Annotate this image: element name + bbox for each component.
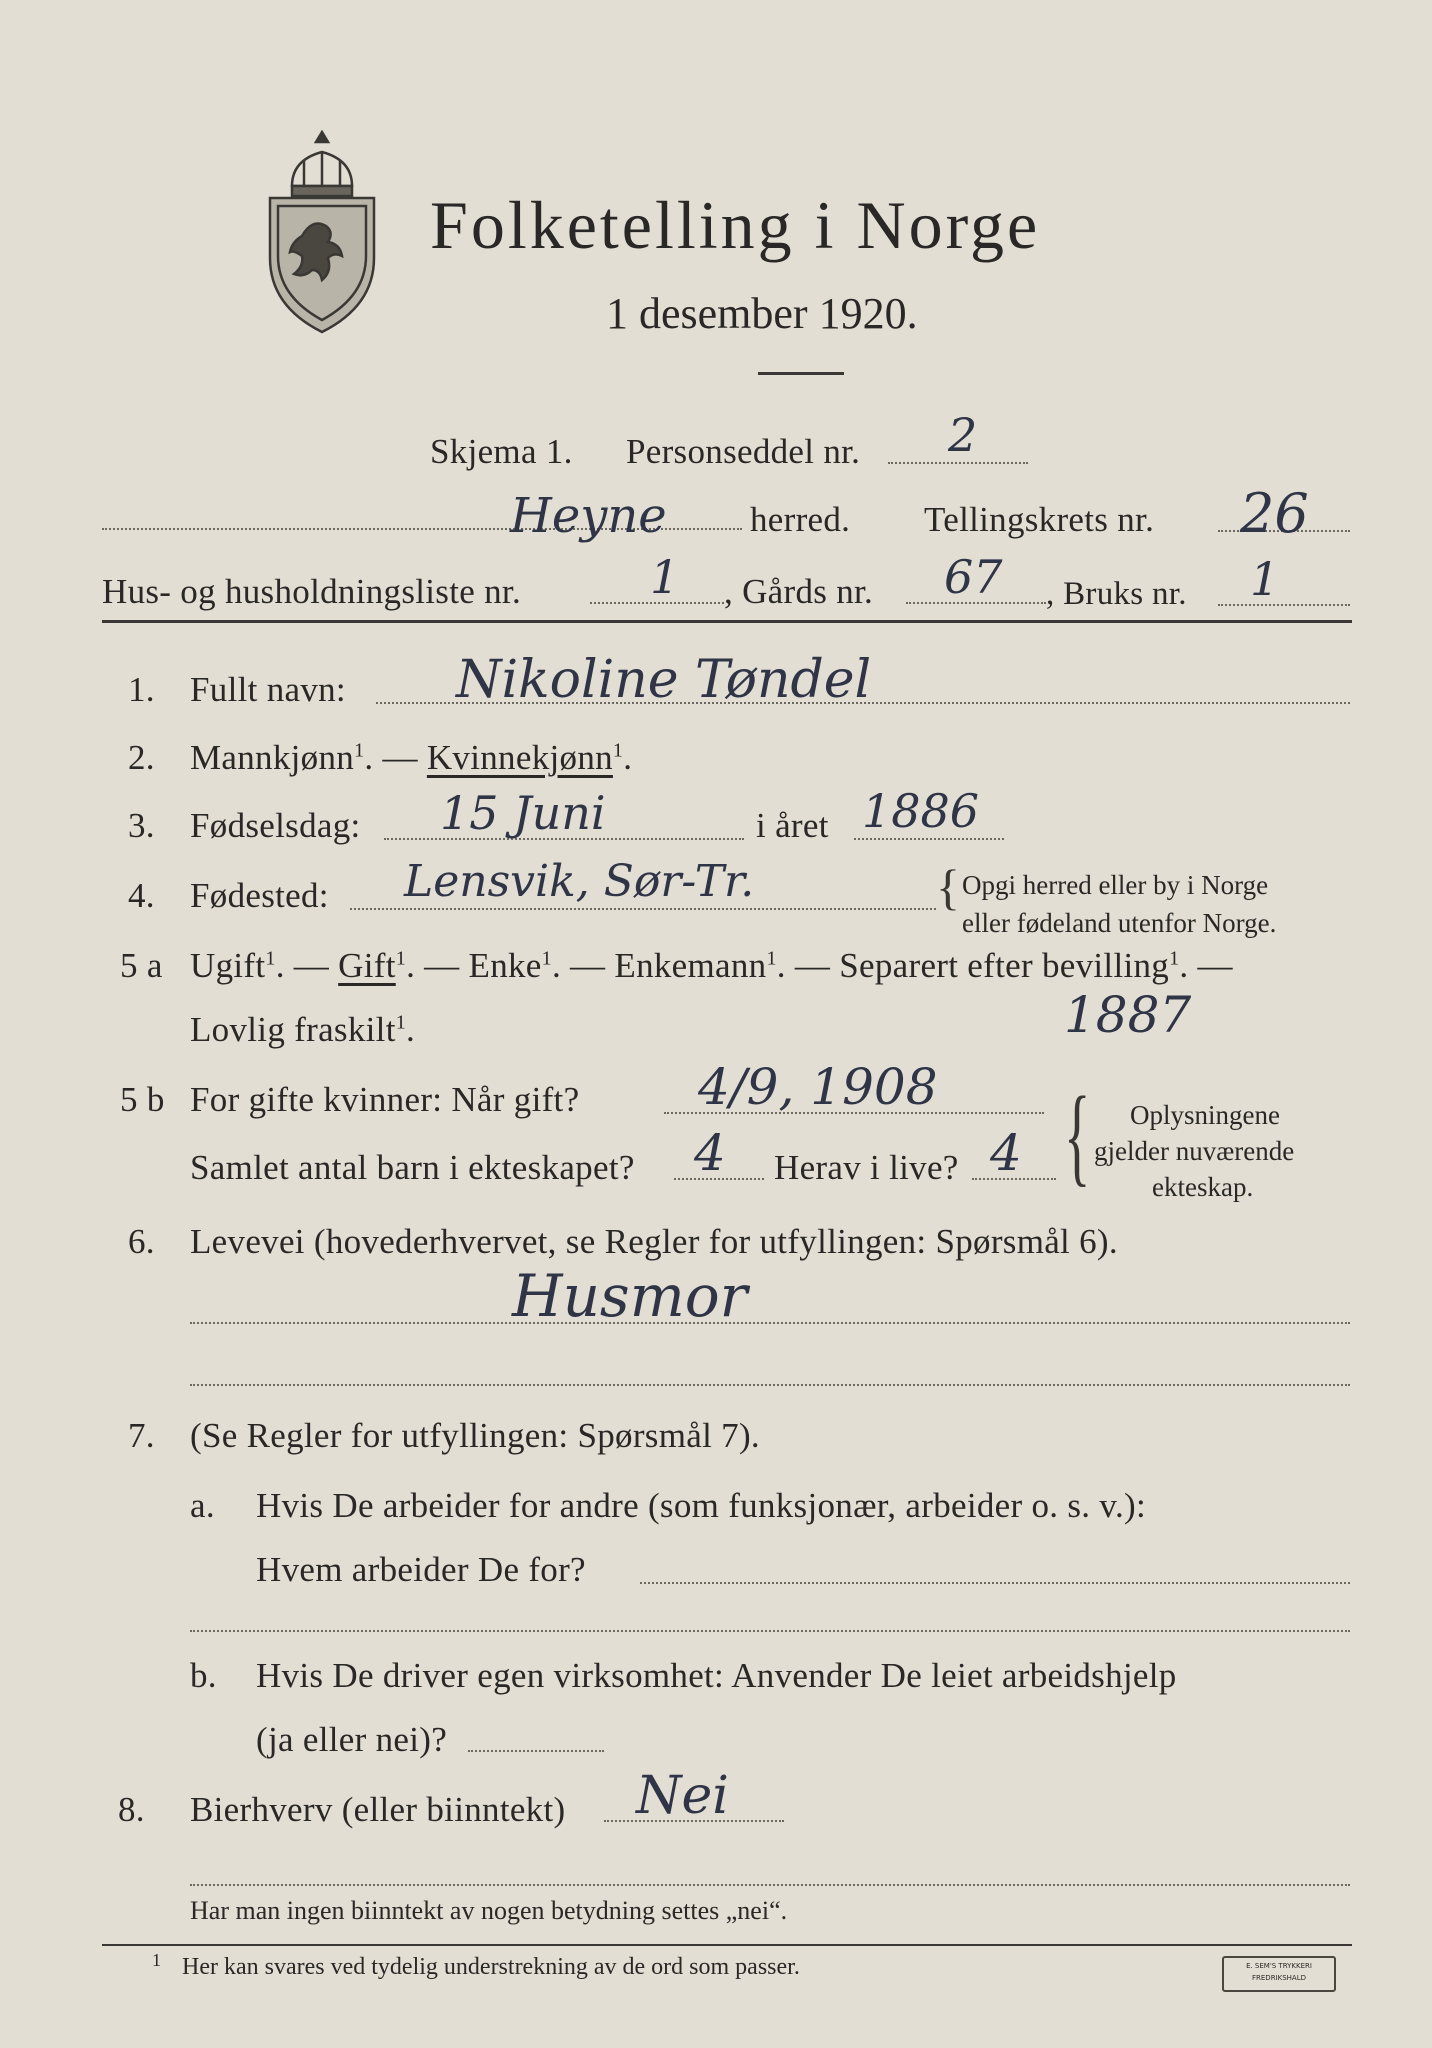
q2-options: Mannkjønn$^1$. — Kvinnekjønn$^1$. <box>190 738 633 777</box>
q5b-note-2: gjelder nuværende <box>1094 1136 1295 1166</box>
q5b-live-label: Herav i live? <box>774 1148 959 1187</box>
q4-number: 4. <box>128 876 155 915</box>
personseddel-label: Personseddel nr. <box>626 432 861 471</box>
children-alive-value: 4 <box>990 1124 1022 1182</box>
footnote-text: Her kan svares ved tydelig understrekning av de ord som passer. <box>182 1954 800 1980</box>
title-divider <box>758 372 844 375</box>
q4-brace: { <box>936 859 960 915</box>
q6-number: 6. <box>128 1222 155 1261</box>
option-mannkjonn: Mannkjønn <box>190 738 355 777</box>
option-gift: Gift <box>338 946 396 985</box>
q5b-barn-label: Samlet antal barn i ekteskapet? <box>190 1148 635 1187</box>
q7a-line-1 <box>640 1582 1350 1584</box>
printer-stamp: E. SEM'S TRYKKERI FREDRIKSHALD <box>1222 1956 1336 1992</box>
herred-label: herred. <box>750 500 851 539</box>
q4-note-2: eller fødeland utenfor Norge. <box>962 908 1277 938</box>
option-kvinnekjonn: Kvinnekjønn <box>426 738 613 777</box>
q2-number: 2. <box>128 738 155 777</box>
birth-year-value: 1886 <box>862 784 980 838</box>
full-name-value: Nikoline Tøndel <box>456 650 872 710</box>
q7a-text: Hvis De arbeider for andre (som funksjonær, arbeider o. s. v.): <box>256 1486 1146 1525</box>
sideline-value: Nei <box>636 1766 729 1826</box>
q7b-letter: b. <box>190 1656 217 1695</box>
q7a-sub: Hvem arbeider De for? <box>256 1550 586 1589</box>
q7-label: (Se Regler for utfyllingen: Spørsmål 7). <box>190 1416 760 1455</box>
option-separert: Separert efter bevilling <box>839 946 1170 985</box>
q1-label: Fullt navn: <box>190 670 346 709</box>
footnote-number: 1 <box>152 1950 161 1970</box>
q5b-brace: { <box>1064 1074 1091 1196</box>
q5a-note-value: 1887 <box>1064 986 1192 1044</box>
coat-of-arms-icon <box>262 126 382 336</box>
personseddel-line <box>888 462 1028 464</box>
q7b-text: Hvis De driver egen virksomhet: Anvender De leiet arbeidshjelp <box>256 1656 1177 1695</box>
q8-line-2 <box>190 1884 1350 1886</box>
q5a-options: Ugift$^1$. — Gift$^1$. — Enke$^1$. — Enkemann$^1$. — Separert efter bevilling$^1$. — <box>190 946 1233 985</box>
footnote-rule <box>102 1944 1352 1946</box>
q5b-note-3: ekteskap. <box>1152 1172 1254 1202</box>
q6-line-2 <box>190 1384 1350 1386</box>
q5b-note-1: Oplysningene <box>1130 1100 1280 1130</box>
option-enkemann: Enkemann <box>614 946 767 985</box>
occupation-value: Husmor <box>512 1262 748 1330</box>
hus-value: 1 <box>650 550 680 604</box>
q6-line-1 <box>190 1322 1350 1324</box>
option-enke: Enke <box>468 946 542 985</box>
q7a-line-2 <box>190 1630 1350 1632</box>
q6-label: Levevei (hovederhvervet, se Regler for utfyllingen: Spørsmål 6). <box>190 1222 1118 1261</box>
gards-value: 67 <box>944 550 1003 604</box>
q1-number: 1. <box>128 670 155 709</box>
q4-note-1: Opgi herred eller by i Norge <box>962 870 1269 900</box>
q3-label: Fødselsdag: <box>190 806 361 845</box>
bruks-line <box>1218 604 1350 606</box>
gards-label: , Gårds nr. <box>724 572 874 611</box>
birthday-value: 15 Juni <box>440 786 606 840</box>
q5a-number: 5 a <box>120 946 163 985</box>
birthplace-value: Lensvik, Sør-Tr. <box>404 856 755 907</box>
option-ugift: Ugift <box>190 946 266 985</box>
census-date: 1 desember 1920. <box>606 289 918 338</box>
bruks-label: , Bruks nr. <box>1046 576 1187 612</box>
children-value: 4 <box>694 1124 726 1182</box>
q7-number: 7. <box>128 1416 155 1455</box>
q4-label: Fødested: <box>190 876 329 915</box>
q8-label: Bierhverv (eller biinntekt) <box>190 1790 566 1829</box>
tellingskrets-value: 26 <box>1240 482 1309 545</box>
personseddel-value: 2 <box>948 408 978 462</box>
option-lovlig-fraskilt: Lovlig fraskilt <box>190 1010 396 1049</box>
bruks-value: 1 <box>1250 552 1280 606</box>
herred-value: Heyne <box>510 488 667 544</box>
q7a-letter: a. <box>190 1486 215 1525</box>
nei-note: Har man ingen biinntekt av nogen betydning settes „nei“. <box>190 1896 788 1925</box>
tellingskrets-label: Tellingskrets nr. <box>924 500 1155 539</box>
q4-line <box>350 908 936 910</box>
header-rule <box>102 620 1352 623</box>
married-date-value: 4/9, 1908 <box>698 1058 938 1116</box>
hus-label: Hus- og husholdningsliste nr. <box>102 572 521 611</box>
q5b-label: For gifte kvinner: Når gift? <box>190 1080 580 1119</box>
q7b-sub: (ja eller nei)? <box>256 1720 448 1759</box>
q7b-line <box>468 1750 604 1752</box>
q3-year-line <box>854 838 1004 840</box>
q8-number: 8. <box>118 1790 145 1829</box>
q3-year-label: i året <box>756 806 829 845</box>
q3-number: 3. <box>128 806 155 845</box>
q5b-number: 5 b <box>120 1080 165 1119</box>
skjema-label: Skjema 1. <box>430 432 573 471</box>
q5a-lovlig: Lovlig fraskilt$^1$. <box>190 1010 416 1049</box>
page-title: Folketelling i Norge <box>430 187 1041 263</box>
